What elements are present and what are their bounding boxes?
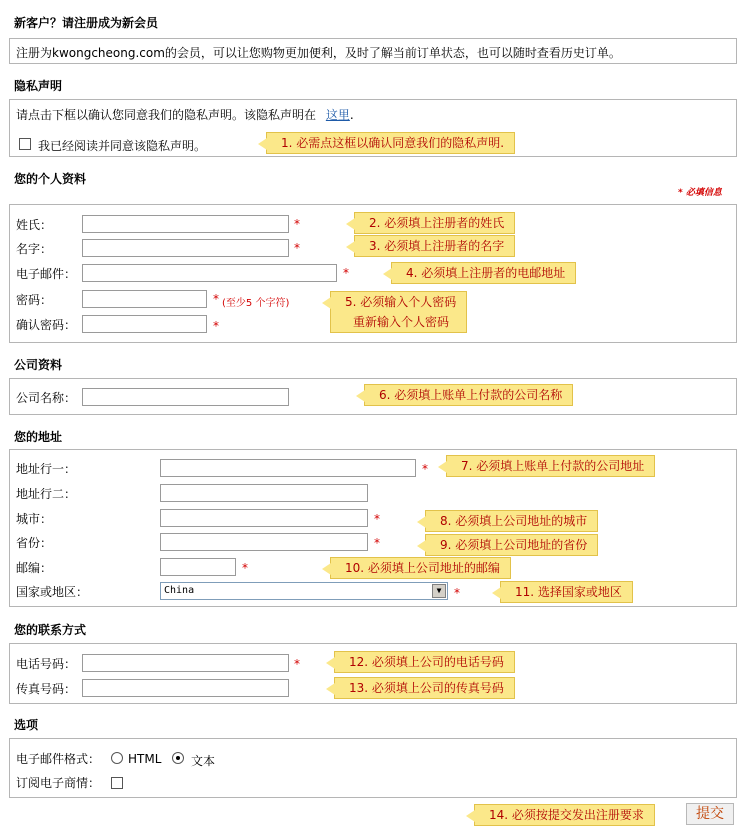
- country-tip: 11. 选择国家或地区: [500, 581, 633, 603]
- privacy-checkbox[interactable]: [19, 138, 31, 150]
- email-star: *: [343, 266, 349, 280]
- phone-star: *: [294, 657, 300, 671]
- password-hint: (至少5 个字符): [222, 298, 290, 309]
- email-input[interactable]: [82, 264, 337, 282]
- email-label: 电子邮件：: [16, 267, 77, 281]
- options-title: 选项: [14, 718, 39, 732]
- confirm-password-tip: 重新输入个人密码: [353, 315, 450, 329]
- country-star: *: [454, 586, 460, 600]
- address-line1-input[interactable]: [160, 459, 416, 477]
- zip-star: *: [242, 561, 248, 575]
- password-label: 密码：: [16, 293, 53, 307]
- html-radio[interactable]: [111, 752, 123, 764]
- province-star: *: [374, 536, 380, 550]
- firstname-label: 名字：: [16, 242, 53, 256]
- contact-title: 您的联系方式: [14, 623, 87, 637]
- zip-label: 邮编：: [16, 561, 53, 575]
- address-line1-star: *: [422, 462, 428, 476]
- address-line1-label: 地址行一：: [16, 462, 77, 476]
- province-input[interactable]: [160, 533, 368, 551]
- firstname-star: *: [294, 241, 300, 255]
- zip-input[interactable]: [160, 558, 236, 576]
- privacy-text: 请点击下框以确认您同意我们的隐私声明。该隐私声明在: [16, 108, 317, 122]
- required-note: * 必填信息: [678, 188, 722, 198]
- privacy-title: 隐私声明: [14, 79, 63, 93]
- lastname-input[interactable]: [82, 215, 289, 233]
- personal-title: 您的个人资料: [14, 172, 87, 186]
- password-tip-box: [330, 291, 467, 333]
- phone-label: 电话号码：: [16, 657, 77, 671]
- newsletter-checkbox[interactable]: [111, 777, 123, 789]
- address-line1-tip: 7. 必须填上账单上付款的公司地址: [446, 455, 655, 477]
- province-tip: 9. 必须填上公司地址的省份: [425, 534, 598, 556]
- firstname-input[interactable]: [82, 239, 289, 257]
- confirm-password-label: 确认密码：: [16, 318, 77, 332]
- phone-input[interactable]: [82, 654, 289, 672]
- email-tip: 4. 必须填上注册者的电邮地址: [391, 262, 576, 284]
- city-input[interactable]: [160, 509, 368, 527]
- fax-tip: 13. 必须填上公司的传真号码: [334, 677, 515, 699]
- privacy-link[interactable]: 这里: [325, 108, 350, 122]
- new-customer-description: 注册为kwongcheong.com的会员，可以让您购物更加便利，及时了解当前订单状态，也可以随时查看历史订单。: [16, 46, 621, 60]
- html-radio-label: HTML: [128, 752, 162, 766]
- lastname-star: *: [294, 217, 300, 231]
- password-star: *: [213, 292, 219, 306]
- country-label: 国家或地区：: [16, 585, 89, 599]
- new-customer-title: 新客户？请注册成为新会员: [14, 16, 159, 30]
- options-box: [9, 738, 737, 798]
- text-radio-label: 文本: [191, 754, 216, 768]
- privacy-after-link: .: [349, 108, 354, 122]
- city-label: 城市：: [16, 512, 53, 526]
- password-input[interactable]: [82, 290, 207, 308]
- company-title: 公司资料: [14, 358, 63, 372]
- city-star: *: [374, 512, 380, 526]
- province-label: 省份：: [16, 536, 53, 550]
- firstname-tip: 3. 必须填上注册者的名字: [354, 235, 515, 257]
- privacy-tip: 1. 必需点这框以确认同意我们的隐私声明.: [266, 132, 515, 154]
- privacy-text-line: [16, 106, 354, 123]
- newsletter-label: 订阅电子商情：: [16, 776, 101, 790]
- confirm-password-star: *: [213, 319, 219, 333]
- company-name-label: 公司名称：: [16, 391, 77, 405]
- privacy-checkbox-label: 我已经阅读并同意该隐私声明。: [38, 139, 207, 153]
- email-format-label: 电子邮件格式：: [16, 752, 101, 766]
- chevron-down-icon[interactable]: ▼: [432, 584, 446, 598]
- company-tip: 6. 必须填上账单上付款的公司名称: [364, 384, 573, 406]
- zip-tip: 10. 必须填上公司地址的邮编: [330, 557, 511, 579]
- text-radio[interactable]: [172, 752, 184, 764]
- new-customer-box: [9, 38, 737, 64]
- fax-label: 传真号码：: [16, 682, 77, 696]
- address-line2-input[interactable]: [160, 484, 368, 502]
- fax-input[interactable]: [82, 679, 289, 697]
- submit-tip: 14. 必须按提交发出注册要求: [474, 804, 655, 826]
- country-select-value: China: [164, 585, 195, 596]
- phone-tip: 12. 必须填上公司的电话号码: [334, 651, 515, 673]
- country-select[interactable]: [160, 582, 448, 600]
- address-title: 您的地址: [14, 430, 63, 444]
- submit-button[interactable]: 提交: [686, 803, 734, 825]
- address-line2-label: 地址行二：: [16, 487, 77, 501]
- city-tip: 8. 必须填上公司地址的城市: [425, 510, 598, 532]
- lastname-tip: 2. 必须填上注册者的姓氏: [354, 212, 515, 234]
- company-name-input[interactable]: [82, 388, 289, 406]
- confirm-password-input[interactable]: [82, 315, 207, 333]
- password-tip: 5. 必须输入个人密码: [345, 295, 457, 309]
- lastname-label: 姓氏：: [16, 218, 53, 232]
